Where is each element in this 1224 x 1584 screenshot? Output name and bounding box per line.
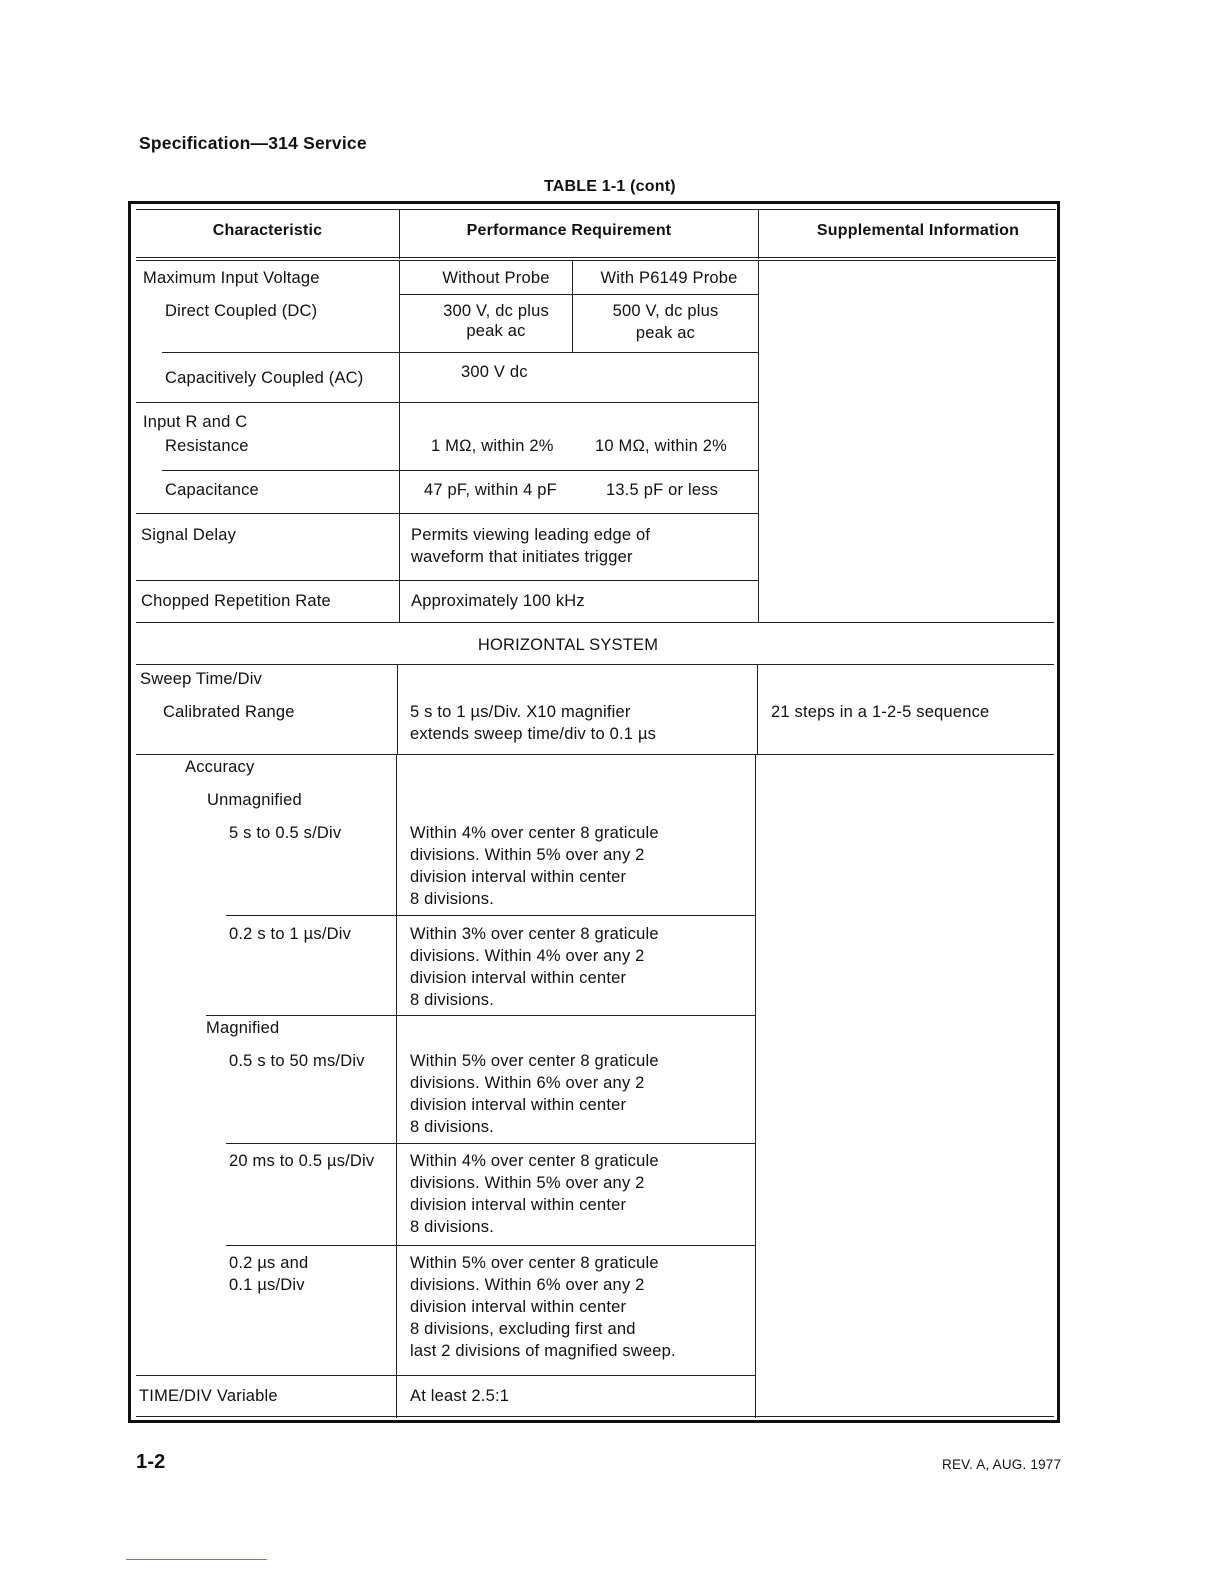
row-unmag-5s: 5 s to 0.5 s/Div [229, 824, 342, 842]
scan-artifact-line [126, 1559, 267, 1560]
chopped-rate-value: Approximately 100 kHz [411, 592, 585, 610]
row-unmag-02s: 0.2 s to 1 µs/Div [229, 925, 352, 943]
unmag-02s-line4: 8 divisions. [410, 991, 495, 1009]
mag-05s-line2: divisions. Within 6% over any 2 [410, 1074, 645, 1092]
unmag-5s-line1: Within 4% over center 8 graticule [410, 824, 659, 842]
time-div-variable-value: At least 2.5:1 [410, 1387, 510, 1405]
column-header-performance: Performance Requirement [466, 222, 672, 239]
row-unmagnified: Unmagnified [207, 791, 302, 809]
row-chopped-rate: Chopped Repetition Rate [141, 592, 331, 610]
row-mag-02us-line2: 0.1 µs/Div [229, 1276, 305, 1294]
mag-02us-line4: 8 divisions, excluding first and [410, 1320, 636, 1338]
row-capacitance: Capacitance [165, 481, 259, 499]
row-direct-coupled: Direct Coupled (DC) [165, 302, 318, 320]
table-title: TABLE 1-1 (cont) [544, 178, 676, 195]
mag-20ms-line4: 8 divisions. [410, 1218, 495, 1236]
signal-delay-line2: waveform that initiates trigger [411, 548, 633, 566]
row-mag-20ms: 20 ms to 0.5 µs/Div [229, 1152, 375, 1170]
cap-coupled-value: 300 V dc [461, 363, 528, 381]
mag-02us-line1: Within 5% over center 8 graticule [410, 1254, 659, 1272]
revision-note: REV. A, AUG. 1977 [942, 1457, 1062, 1472]
subheader-with-probe: With P6149 Probe [600, 269, 738, 287]
row-accuracy: Accuracy [185, 758, 255, 776]
capacitance-with: 13.5 pF or less [606, 481, 719, 499]
column-header-characteristic: Characteristic [212, 222, 323, 239]
page-number: 1-2 [136, 1451, 166, 1473]
capacitance-without: 47 pF, within 4 pF [424, 481, 557, 499]
signal-delay-line1: Permits viewing leading edge of [411, 526, 651, 544]
dc-with-line1: 500 V, dc plus [612, 302, 719, 320]
row-mag-02us-line1: 0.2 µs and [229, 1254, 309, 1272]
row-sweep-time-div: Sweep Time/Div [140, 670, 263, 688]
row-capacitively-coupled: Capacitively Coupled (AC) [165, 369, 364, 387]
calibrated-range-line2: extends sweep time/div to 0.1 µs [410, 725, 657, 743]
mag-05s-line4: 8 divisions. [410, 1118, 495, 1136]
mag-20ms-line3: division interval within center [410, 1196, 627, 1214]
dc-without-line2: peak ac [466, 322, 526, 340]
mag-02us-line3: division interval within center [410, 1298, 627, 1316]
subheader-without-probe: Without Probe [442, 269, 550, 287]
row-input-rc: Input R and C [143, 413, 248, 431]
calibrated-range-line1: 5 s to 1 µs/Div. X10 magnifier [410, 703, 631, 721]
calibrated-range-supplemental: 21 steps in a 1-2-5 sequence [771, 703, 990, 721]
mag-02us-line2: divisions. Within 6% over any 2 [410, 1276, 645, 1294]
mag-05s-line3: division interval within center [410, 1096, 627, 1114]
unmag-02s-line2: divisions. Within 4% over any 2 [410, 947, 645, 965]
dc-with-line2: peak ac [635, 324, 696, 342]
column-header-supplemental: Supplemental Information [816, 222, 1020, 239]
unmag-02s-line3: division interval within center [410, 969, 627, 987]
section-horizontal-system: HORIZONTAL SYSTEM [477, 636, 659, 654]
row-mag-05s: 0.5 s to 50 ms/Div [229, 1052, 365, 1070]
unmag-02s-line1: Within 3% over center 8 graticule [410, 925, 659, 943]
row-magnified: Magnified [206, 1019, 280, 1037]
dc-without-line1: 300 V, dc plus [443, 302, 549, 320]
unmag-5s-line2: divisions. Within 5% over any 2 [410, 846, 645, 864]
resistance-without: 1 MΩ, within 2% [431, 437, 554, 455]
row-signal-delay: Signal Delay [141, 526, 237, 544]
unmag-5s-line3: division interval within center [410, 868, 627, 886]
row-max-input-voltage: Maximum Input Voltage [143, 269, 320, 287]
row-calibrated-range: Calibrated Range [163, 703, 295, 721]
row-time-div-variable: TIME/DIV Variable [139, 1387, 278, 1405]
mag-20ms-line1: Within 4% over center 8 graticule [410, 1152, 659, 1170]
unmag-5s-line4: 8 divisions. [410, 890, 495, 908]
page-header: Specification—314 Service [139, 133, 367, 153]
row-resistance: Resistance [165, 437, 249, 455]
mag-05s-line1: Within 5% over center 8 graticule [410, 1052, 659, 1070]
resistance-with: 10 MΩ, within 2% [595, 437, 728, 455]
mag-20ms-line2: divisions. Within 5% over any 2 [410, 1174, 645, 1192]
mag-02us-line5: last 2 divisions of magnified sweep. [410, 1342, 676, 1360]
